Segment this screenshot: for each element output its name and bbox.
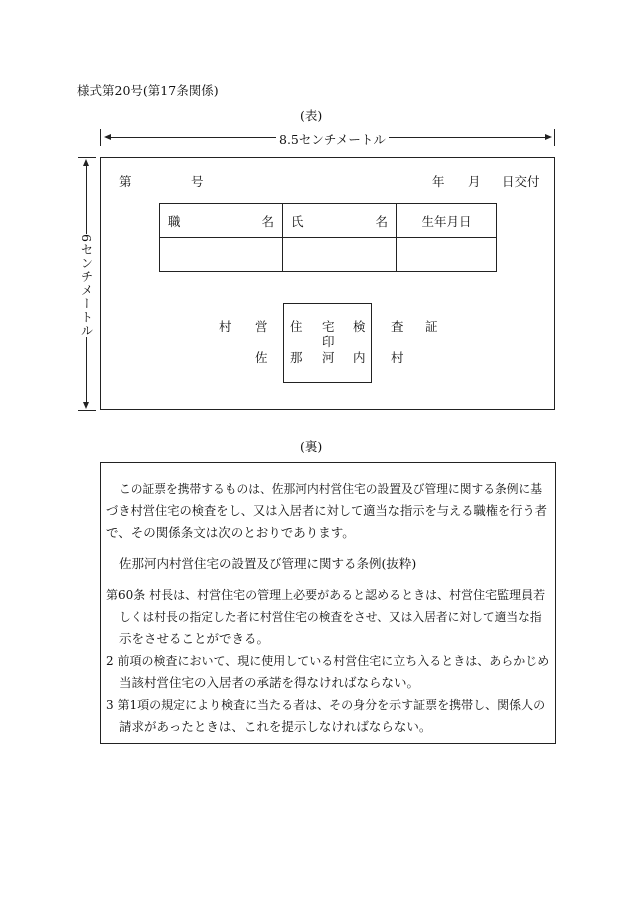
- title-char-3: 住: [290, 319, 303, 334]
- height-tick-top: [78, 157, 96, 158]
- title-char-1: 村: [219, 319, 232, 334]
- arrow-down-icon: [83, 402, 89, 409]
- title-char-7: 証: [425, 319, 438, 334]
- card-number-label: 第: [119, 174, 132, 189]
- table-row: [160, 238, 497, 272]
- intro-line-1: この証票を携帯するものは、佐那河内村営住宅の設置及び管理に関する条例に基: [119, 482, 542, 496]
- issuer-char-2: 那: [290, 350, 303, 365]
- header-post-b: 名: [261, 213, 274, 229]
- issuer-char-1: 佐: [255, 350, 268, 365]
- article-60-line-2: しくは村長の指定した者に村営住宅の検査をさせ、又は入居者に対して適当な指: [119, 610, 542, 624]
- height-tick-bottom: [78, 410, 96, 411]
- ordinance-heading: 佐那河内村営住宅の設置及び管理に関する条例(抜粋): [119, 556, 417, 571]
- header-post-a: 職: [168, 213, 181, 229]
- height-label: 6センチメートル: [79, 234, 94, 338]
- article-60-line-3: 示をさせることができる。: [119, 631, 270, 646]
- front-side-label: (表): [300, 108, 323, 123]
- title-char-2: 営: [255, 319, 268, 334]
- width-tick-left: [100, 129, 101, 146]
- width-tick-right: [554, 129, 555, 146]
- width-label: 8.5センチメートル: [276, 130, 389, 148]
- issuer-char-3: 河: [322, 350, 335, 365]
- header-name: [283, 204, 397, 238]
- issue-day-label: 日交付: [502, 174, 540, 189]
- title-char-6: 査: [391, 319, 404, 334]
- post-value-cell: [160, 238, 283, 272]
- table-header-row: [160, 204, 497, 238]
- form-title: 様式第20号(第17条関係): [77, 83, 219, 98]
- seal-mark: 印: [322, 334, 335, 349]
- header-post: [160, 204, 283, 238]
- birthdate-value-cell: [397, 238, 497, 272]
- header-name-b: 名: [375, 213, 388, 229]
- clause-2-line-2: 当該村営住宅の入居者の承諾を得なければならない。: [119, 675, 420, 690]
- arrow-right-icon: [545, 134, 552, 140]
- article-60-line-1: 第60条 村長は、村営住宅の管理上必要があると認めるときは、村営住宅監理員若: [106, 588, 546, 602]
- header-name-a: 氏: [291, 213, 304, 229]
- back-side-label: (裏): [300, 439, 323, 454]
- intro-line-2: づき村営住宅の検査をし、又は入居者に対して適当な指示を与える職権を行う者: [106, 504, 547, 518]
- issuer-char-5: 村: [391, 350, 404, 365]
- title-char-5: 検: [353, 319, 366, 334]
- arrow-left-icon: [104, 134, 111, 140]
- card-number-suffix: 号: [191, 174, 204, 189]
- issuer-char-4: 内: [353, 350, 366, 365]
- issue-month-label: 月: [468, 174, 481, 189]
- clause-3-line-2: 請求があったときは、これを提示しなければならない。: [119, 719, 432, 734]
- arrow-up-icon: [83, 159, 89, 166]
- clause-2-line-1: 2 前項の検査において、現に使用している村営住宅に立ち入るときは、あらかじめ: [106, 654, 550, 668]
- intro-line-3: で、その関係条文は次のとおりであります。: [106, 525, 355, 540]
- header-birthdate: 生年月日: [397, 204, 497, 238]
- clause-3-line-1: 3 第1項の規定により検査に当たる者は、その身分を示す証票を携帯し、関係人の: [106, 698, 546, 712]
- holder-info-table: [159, 203, 497, 272]
- title-char-4: 宅: [322, 319, 335, 334]
- name-value-cell: [283, 238, 397, 272]
- issue-year-label: 年: [432, 174, 445, 189]
